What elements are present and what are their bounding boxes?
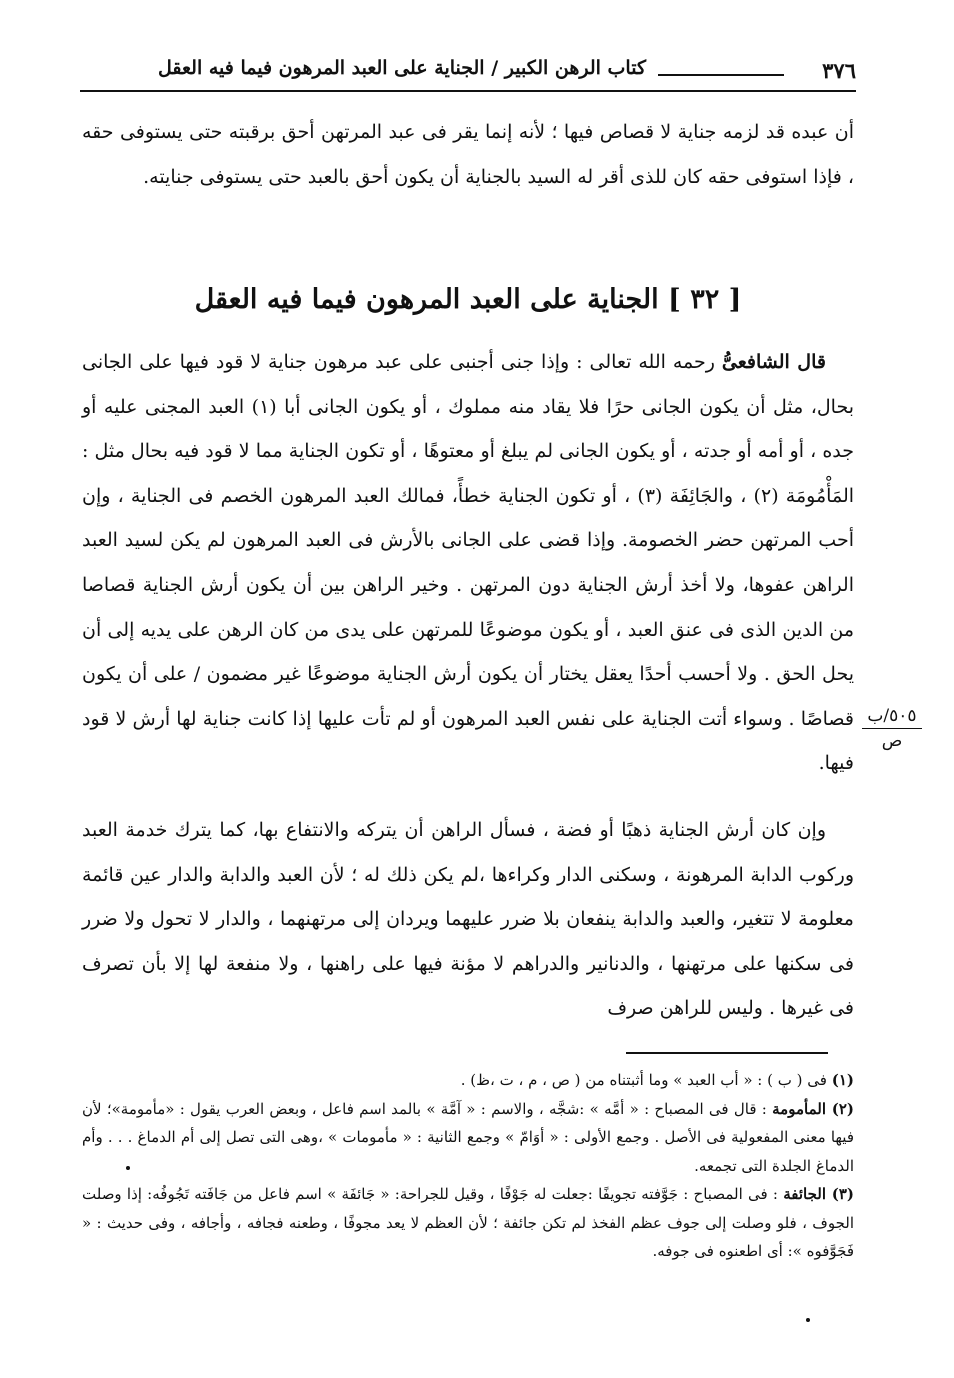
running-title: كتاب الرهن الكبير / الجناية على العبد المرهون فيما فيه العقل xyxy=(158,57,646,79)
header-dash-rule xyxy=(658,74,784,76)
intro-paragraph: أن عبده قد لزمه جناية لا قصاص فيها ؛ لأنه إنما يقر فى عبد المرتهن أحق برقبته حتى يستوفى حقه ، فإذا استوفى حقه كان للذى أقر له السيد بالجناية أن يكون أحق بالعبد حتى يستوفى جنايته. xyxy=(82,121,854,188)
footnote-separator xyxy=(626,1052,828,1054)
margin-note-folio: ٥٠٥/ب xyxy=(867,706,917,726)
speaker-lead: قال الشافعىُّ xyxy=(721,351,826,373)
footnote-1-text: فى ( ب ) : « أب العبد » وما أثبتناه من ( ص ، م ، ت ،ظ) . xyxy=(460,1071,827,1089)
footnote-3-text: : فى المصباح : جَوَّفته تجويفًا :جعلت له جَوْفًا ، وقيل للجراحة: « جَائفَة » اسم فاعل من جَافَته تَجُوفُه: إذا وصلت الجوف ، فلو وصلت إلى جوف عظم الفخذ لم تكن جائفة ؛ لأن العظم لا يعد مجوفًا ، وطعنه فجافه ، وأجافه ، وفى حديث : « فَجَوَّفوه »: أى اطعنوه فى جوفه. xyxy=(82,1185,854,1260)
section-heading: [ ٣٢ ] الجناية على العبد المرهون فيما فيه العقل xyxy=(194,284,742,315)
second-paragraph-block xyxy=(82,808,854,1031)
header-divider xyxy=(80,90,856,92)
main-paragraph-block xyxy=(82,340,854,786)
scan-speck xyxy=(806,1318,810,1322)
main-paragraph-text: رحمه الله تعالى : وإذا جنى أجنبى على عبد مرهون جناية لا قود فيها على الجانى بحال، مثل أن يكون الجانى حرًا فلا يقاد منه مملوك ، أو يكون الجانى أبا (١) العبد المجنى عليه أو جده ، أو أمه أو جدته ، أو يكون الجانى لم يبلغ أو معتوهًا ، أو تكون الجناية مما لا قود فيه بحال مثل : المَأْمُومَة (٢) ، والجَائِفَة (٣) ، أو تكون الجناية خطأً، فمالك العبد المرهون الخصم فى الجناية ، وإن أحب المرتهن حضر الخصومة. وإذا قضى على الجانى بالأرش فى العبد المرهون لم يكن لسيد العبد الراهن عفوها، ولا أخذ أرش الجناية دون المرتهن . وخير الراهن بين أن يكون أرش الجناية قصاصا من الدين الذى فى عنق العبد ، أو يكون موضوعًا للمرتهن على يدى من كان الرهن على يديه إلى أن يحل الحق . ولا أحسب أحدًا يعقل يختار أن يكون أرش الجناية موضوعًا غير مضمون / على أن يكون قصاصًا . وسواء أتت الجناية على نفس العبد المرهون أو لم تأت عليها إذا كانت جناية لها أرش لا قود فيها. xyxy=(82,351,855,775)
footnote-2-text: : قال فى المصباح : « أمَّه » :شجَّه ، والاسم : « آمَّة » بالمد اسم فاعل ، وبعض العرب يقول : «مأمومة»؛ لأن فيها معنى المفعولية فى الأصل . وجمع الأولى : « أوَامّ » وجمع الثانية : « مأمومات » ،وهى التى تصل إلى أم الدماغ . . . وأم الدماغ الجلدة التى تجمعه. xyxy=(82,1099,854,1175)
running-header xyxy=(80,54,856,94)
footnote-2-marker: (٢) المأمومة xyxy=(772,1099,854,1118)
footnotes xyxy=(82,1066,854,1266)
footnote-3-marker: (٣) الجائفة xyxy=(783,1185,854,1203)
second-paragraph: وإن كان أرش الجناية ذهبًا أو فضة ، فسأل الراهن أن يتركه والانتفاع بها، كما يترك خدمة العبد وركوب الدابة المرهونة ، وسكنى الدار وكراءها ،لم يكن ذلك له ؛ لأن العبد والدابة والدار عين قائمة معلومة لا تتغير، والعبد والدابة ينفعان بلا ضرر عليهما ويردان إلى مرتهنهما ، والدار لا تحول ولا ضرر فى سكنها على مرتهنها ، والدنانير والدراهم لا مؤنة فيها على راهنها ، ولا منفعة لها إلا بأن تصرف فى غيرها . وليس للراهن صرف xyxy=(82,819,854,1020)
footnote-3 xyxy=(82,1180,854,1266)
margin-note-rule xyxy=(862,728,922,729)
footnote-1-marker: (١) xyxy=(831,1071,854,1089)
scan-speck xyxy=(126,1166,130,1170)
footnote-2 xyxy=(82,1095,854,1181)
main-paragraph xyxy=(82,340,854,786)
intro-paragraph-block xyxy=(82,110,854,199)
page-number: ٣٧٦ xyxy=(822,58,856,83)
footnote-1 xyxy=(82,1066,854,1095)
margin-note-source: ص xyxy=(881,731,903,751)
margin-manuscript-note xyxy=(856,706,928,751)
